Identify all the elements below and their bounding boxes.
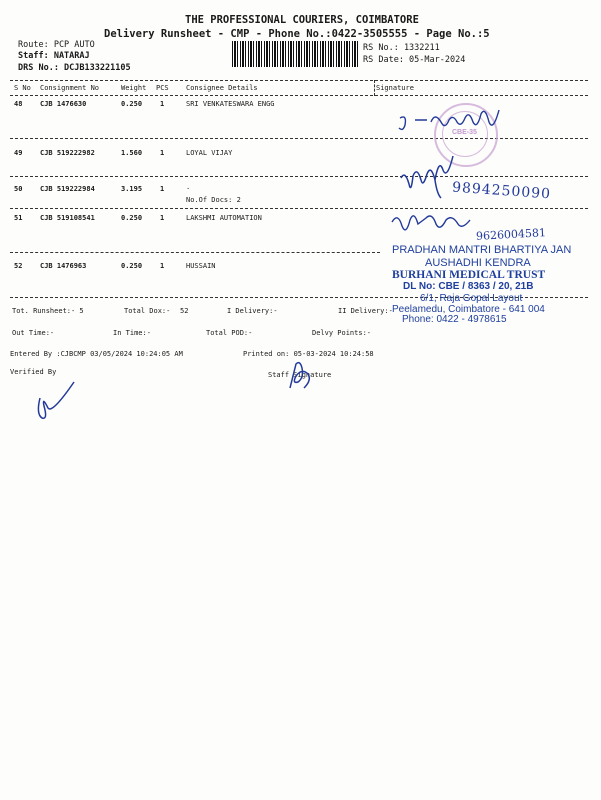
staff-signature-label: Staff Signature bbox=[268, 371, 332, 379]
row-consignee: LOYAL VIJAY bbox=[186, 149, 233, 157]
row-consignment: CJB 519222982 bbox=[40, 149, 95, 157]
row-consignment: CJB 1476963 bbox=[40, 262, 87, 270]
row-weight: 0.250 bbox=[121, 262, 143, 270]
row-consignment: CJB 519222984 bbox=[40, 185, 95, 193]
stamp-line-6: Peelamedu, Coimbatore - 641 004 bbox=[392, 304, 545, 315]
stamp-line-5: 6/1, Raja Gopal Layout bbox=[420, 293, 523, 304]
row-pcs: 1 bbox=[160, 185, 165, 193]
barcode bbox=[232, 41, 358, 67]
total-dox-label: Total Dox:- bbox=[124, 307, 171, 315]
row-weight: 0.250 bbox=[121, 214, 143, 222]
stamp-line-3: BURHANI MEDICAL TRUST bbox=[392, 269, 546, 281]
handwritten-phone-2: 9626004581 bbox=[475, 226, 547, 243]
drs-label: DRS No.: DCJB133221105 bbox=[18, 63, 131, 73]
col-sno: S No bbox=[14, 84, 31, 92]
verified-signature bbox=[30, 378, 80, 422]
row-weight: 0.250 bbox=[121, 100, 143, 108]
signature-row-49 bbox=[395, 150, 475, 205]
row-sno: 48 bbox=[14, 100, 23, 108]
stamp-line-2: AUSHADHI KENDRA bbox=[425, 257, 531, 269]
signature-row-51 bbox=[388, 208, 478, 240]
row-docs: No.Of Docs: 2 bbox=[186, 196, 241, 204]
printed-on: Printed on: 05-03-2024 10:24:58 bbox=[243, 350, 374, 358]
divider bbox=[10, 80, 588, 81]
stamp-line-4: DL No: CBE / 8363 / 20, 21B bbox=[403, 281, 534, 292]
out-time: Out Time:- bbox=[12, 329, 55, 337]
divider bbox=[10, 252, 380, 253]
row-sno: 51 bbox=[14, 214, 23, 222]
total-pod: Total POD:- bbox=[206, 329, 253, 337]
row-consignee: HUSSAIN bbox=[186, 262, 216, 270]
row-consignment: CJB 519108541 bbox=[40, 214, 95, 222]
signature-row-48 bbox=[395, 100, 525, 140]
row-pcs: 1 bbox=[160, 100, 165, 108]
row-consignee: . bbox=[186, 183, 191, 191]
staff-label: Staff: NATARAJ bbox=[18, 51, 90, 61]
total-runsheet: Tot. Runsheet:- 5 bbox=[12, 307, 84, 315]
ii-delivery: II Delivery:- bbox=[338, 307, 393, 315]
total-dox-value: 52 bbox=[180, 307, 189, 315]
rs-no: RS No.: 1332211 bbox=[363, 43, 440, 53]
col-pcs: PCS bbox=[156, 84, 169, 92]
handwritten-phone-1: 9894250090 bbox=[451, 179, 552, 203]
row-pcs: 1 bbox=[160, 214, 165, 222]
row-sno: 49 bbox=[14, 149, 23, 157]
row-sno: 52 bbox=[14, 262, 23, 270]
col-consignee: Consignee Details bbox=[186, 84, 258, 92]
verified-by: Verified By bbox=[10, 368, 57, 376]
in-time: In Time:- bbox=[113, 329, 151, 337]
row-weight: 1.560 bbox=[121, 149, 143, 157]
col-consignment: Consignment No bbox=[40, 84, 100, 92]
company-title: THE PROFESSIONAL COURIERS, COIMBATORE bbox=[185, 14, 419, 26]
col-signature: Signature bbox=[376, 84, 414, 92]
row-consignee: SRI VENKATESWARA ENGG bbox=[186, 100, 275, 108]
column-divider bbox=[374, 80, 375, 96]
divider bbox=[10, 95, 588, 96]
row-pcs: 1 bbox=[160, 149, 165, 157]
stamp-line-7: Phone: 0422 - 4978615 bbox=[402, 314, 507, 325]
delvy-points: Delvy Points:- bbox=[312, 329, 372, 337]
entered-by: Entered By :CJBCMP 03/05/2024 10:24:05 AM bbox=[10, 350, 183, 358]
row-sno: 50 bbox=[14, 185, 23, 193]
divider bbox=[10, 208, 588, 209]
row-consignment: CJB 1476630 bbox=[40, 100, 87, 108]
divider bbox=[10, 176, 588, 177]
rs-date: RS Date: 05-Mar-2024 bbox=[363, 55, 466, 65]
seal-text: CBE-35 bbox=[452, 129, 477, 136]
route-label: Route: PCP AUTO bbox=[18, 40, 95, 50]
staff-signature bbox=[282, 358, 318, 392]
runsheet-title: Delivery Runsheet - CMP - Phone No.:0422-3505555 - Page No.:5 bbox=[104, 28, 490, 40]
col-weight: Weight bbox=[121, 84, 147, 92]
row-consignee: LAKSHMI AUTOMATION bbox=[186, 214, 262, 222]
row-pcs: 1 bbox=[160, 262, 165, 270]
row-weight: 3.195 bbox=[121, 185, 143, 193]
stamp-line-1: PRADHAN MANTRI BHARTIYA JAN bbox=[392, 244, 572, 256]
i-delivery: I Delivery:- bbox=[227, 307, 278, 315]
